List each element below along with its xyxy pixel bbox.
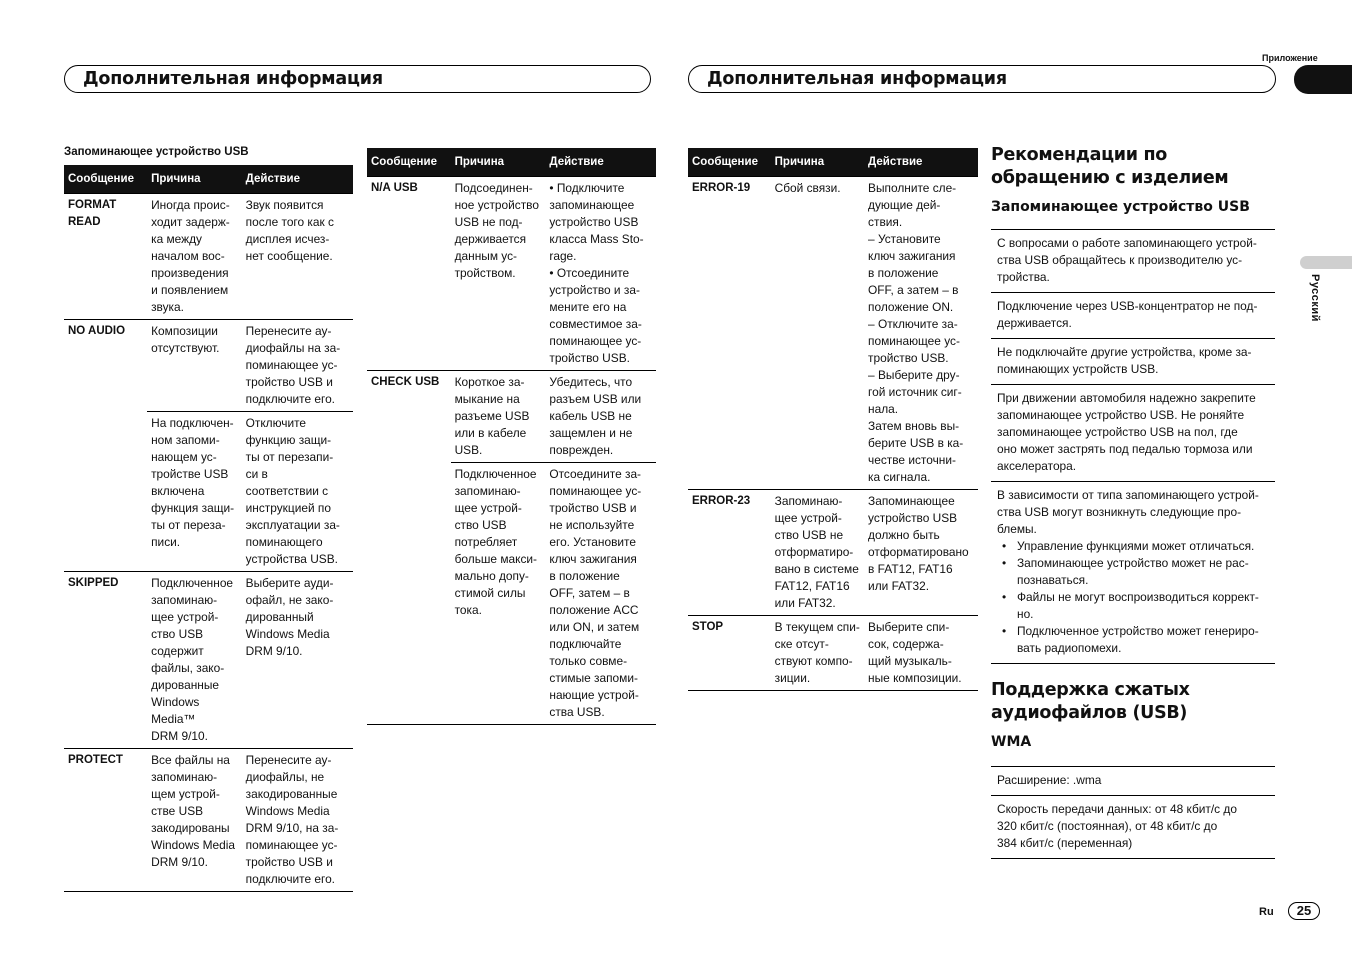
cause-cell: Короткое за- мыкание на разъеме USB или в кабеле USB.	[451, 371, 546, 463]
cause-cell: Сбой связи.	[771, 177, 864, 490]
action-cell: Выполните сле- дующие дей- ствия. – Установите ключ зажигания в положение OFF, а затем – в положение ON. – Отключите за- поминающее ус- тройство USB. – Выберите дру- гой источник сиг- нала. Затем вновь вы- берите USB в ка- честве источни- ка сигнала.	[864, 177, 978, 490]
side-language-label: Русский	[1309, 274, 1321, 322]
action-cell: Звук появится после того как с дисплея исчез- нет сообщение.	[242, 194, 353, 320]
cause-cell: Композиции отсутствуют.	[147, 320, 242, 412]
table-row	[688, 490, 978, 616]
column-action: Действие	[242, 165, 353, 194]
cause-cell: Запоминаю- щее устрой- ство USB не отформатиро- вано в системе FAT12, FAT16 или FAT32.	[771, 490, 864, 616]
cause-cell: Все файлы на запоминаю- щем устрой- стве USB закодированы Windows Media DRM 9/10.	[147, 749, 242, 892]
recommendation-item: С вопросами о работе запоминающего устрой- ства USB обращайтесь к производителю ус- тройства.	[997, 236, 1257, 284]
table-header-row	[367, 148, 656, 177]
column-action: Действие	[545, 148, 656, 177]
problems-list	[997, 538, 1269, 657]
list-item: • Файлы не могут воспроизводиться коррект- но.	[1017, 589, 1269, 623]
column-cause: Причина	[451, 148, 546, 177]
usb-messages-table-2	[367, 148, 656, 725]
column-action: Действие	[864, 148, 978, 177]
column-message: Сообщение	[367, 148, 451, 177]
cause-cell: На подключен- ном запоми- нающем ус- тройстве USB включена функция защи- ты от переза- писи.	[147, 412, 242, 572]
action-cell: Перенесите ау- диофайлы, не закодированные Windows Media DRM 9/10, на за- поминающее ус- тройство USB и подключите его.	[242, 749, 353, 892]
page-number: 25	[1288, 902, 1320, 920]
message-code: CHECK USB	[367, 371, 451, 725]
wma-subtitle: WMA	[991, 734, 1032, 750]
left-section-header	[64, 65, 651, 93]
action-cell: Перенесите ау- диофайлы на за- поминающее ус- тройство USB и подключите его.	[242, 320, 353, 412]
list-item: • Управление функциями может отличаться.	[1017, 538, 1269, 555]
table-row	[64, 749, 353, 892]
action-cell: Убедитесь, что разъем USB или кабель USB не защемлен и не поврежден.	[545, 371, 656, 463]
message-code: N/A USB	[367, 177, 451, 371]
action-cell: Выберите ауди- офайл, не зако- дированный Windows Media DRM 9/10.	[242, 572, 353, 749]
usb-messages-table-1	[64, 165, 353, 892]
table-header-row	[688, 148, 978, 177]
action-cell: Запоминающее устройство USB должно быть отформатировано в FAT12, FAT16 или FAT32.	[864, 490, 978, 616]
table-row	[64, 194, 353, 320]
column-cause: Причина	[771, 148, 864, 177]
language-tab	[1300, 256, 1352, 269]
compressed-audio-title: Поддержка сжатых аудиофайлов (USB)	[991, 680, 1190, 723]
cause-cell: В текущем спи- ске отсут- ствуют компо- зиции.	[771, 616, 864, 691]
recommendations-list	[991, 229, 1275, 664]
action-cell: Отключите функцию защи- ты от перезапи- си в соответствии с инструкцией по эксплуатации за- поминающего устройства USB.	[242, 412, 353, 572]
right-section-header	[688, 65, 1276, 93]
problems-intro: В зависимости от типа запоминающего устрой- ства USB могут возникнуть следующие про- блемы.	[997, 488, 1259, 536]
appendix-label: Приложение	[1262, 53, 1318, 63]
message-code: ERROR-23	[688, 490, 771, 616]
column-message: Сообщение	[688, 148, 771, 177]
right-header-title: Дополнительная информация	[707, 69, 1007, 89]
message-code: STOP	[688, 616, 771, 691]
cause-cell: Иногда проис- ходит задерж- ка между началом вос- произведения и появлением звука.	[147, 194, 242, 320]
table-row	[688, 616, 978, 691]
recommendation-item: При движении автомобиля надежно закрепите запоминающее устройство USB. Не роняйте запоминающее устройство USB на пол, где оно может застрять под педалью тормоза или акселератора.	[991, 384, 1275, 481]
recommendation-item: Подключение через USB-концентратор не под- держивается.	[991, 292, 1275, 338]
message-code: FORMAT READ	[64, 194, 147, 320]
usb-table-caption: Запоминающее устройство USB	[64, 146, 249, 158]
usb-messages-table-3	[688, 148, 978, 691]
message-code: SKIPPED	[64, 572, 147, 749]
recommendations-subtitle: Запоминающее устройство USB	[991, 199, 1250, 215]
action-cell: • Подключите запоминающее устройство USB класса Mass Sto- rage. • Отсоедините устройство и за- мените его на совместимое за- поминающее ус- тройство USB.	[545, 177, 656, 371]
wma-spec-list	[991, 766, 1275, 859]
message-code: NO AUDIO	[64, 320, 147, 572]
table-row	[367, 177, 656, 371]
message-code: PROTECT	[64, 749, 147, 892]
column-cause: Причина	[147, 165, 242, 194]
recommendation-problems	[991, 481, 1275, 663]
footer-language: Ru	[1259, 906, 1274, 918]
left-header-title: Дополнительная информация	[83, 69, 383, 89]
table-row	[688, 177, 978, 490]
recommendations-title: Рекомендации по обращению с изделием	[991, 145, 1229, 188]
wma-spec-item: Скорость передачи данных: от 48 кбит/с до 320 кбит/с (постоянная), от 48 кбит/с до 384 кбит/с (переменная)	[991, 795, 1275, 858]
table-row	[64, 320, 353, 412]
cause-cell: Подключенное запоминаю- щее устрой- ство USB содержит файлы, зако- дированные Windows Media™ DRM 9/10.	[147, 572, 242, 749]
table-row	[64, 572, 353, 749]
action-cell: Отсоедините за- поминающее ус- тройство USB и не используйте его. Установите ключ зажигания в положение OFF, затем – в положение ACC или ON, и затем подключайте только совме- стимые запоми- нающие устрой- ства USB.	[545, 463, 656, 725]
table-header-row	[64, 165, 353, 194]
table-row	[367, 371, 656, 463]
action-cell: Выберите спи- сок, содержа- щий музыкаль- ные композиции.	[864, 616, 978, 691]
cause-cell: Подключенное запоминаю- щее устрой- ство USB потребляет больше макси- мально допу- стимой силы тока.	[451, 463, 546, 725]
message-code: ERROR-19	[688, 177, 771, 490]
list-item: • Подключенное устройство может генериро- вать радиопомехи.	[1017, 623, 1269, 657]
cause-cell: Подсоединен- ное устройство USB не под- держивается данным ус- тройством.	[451, 177, 546, 371]
recommendation-item: Не подключайте другие устройства, кроме за- поминающих устройств USB.	[991, 338, 1275, 384]
chapter-tab	[1294, 65, 1352, 94]
list-item: • Запоминающее устройство может не рас- познаваться.	[1017, 555, 1269, 589]
wma-spec-item: Расширение: .wma	[997, 773, 1102, 787]
column-message: Сообщение	[64, 165, 147, 194]
